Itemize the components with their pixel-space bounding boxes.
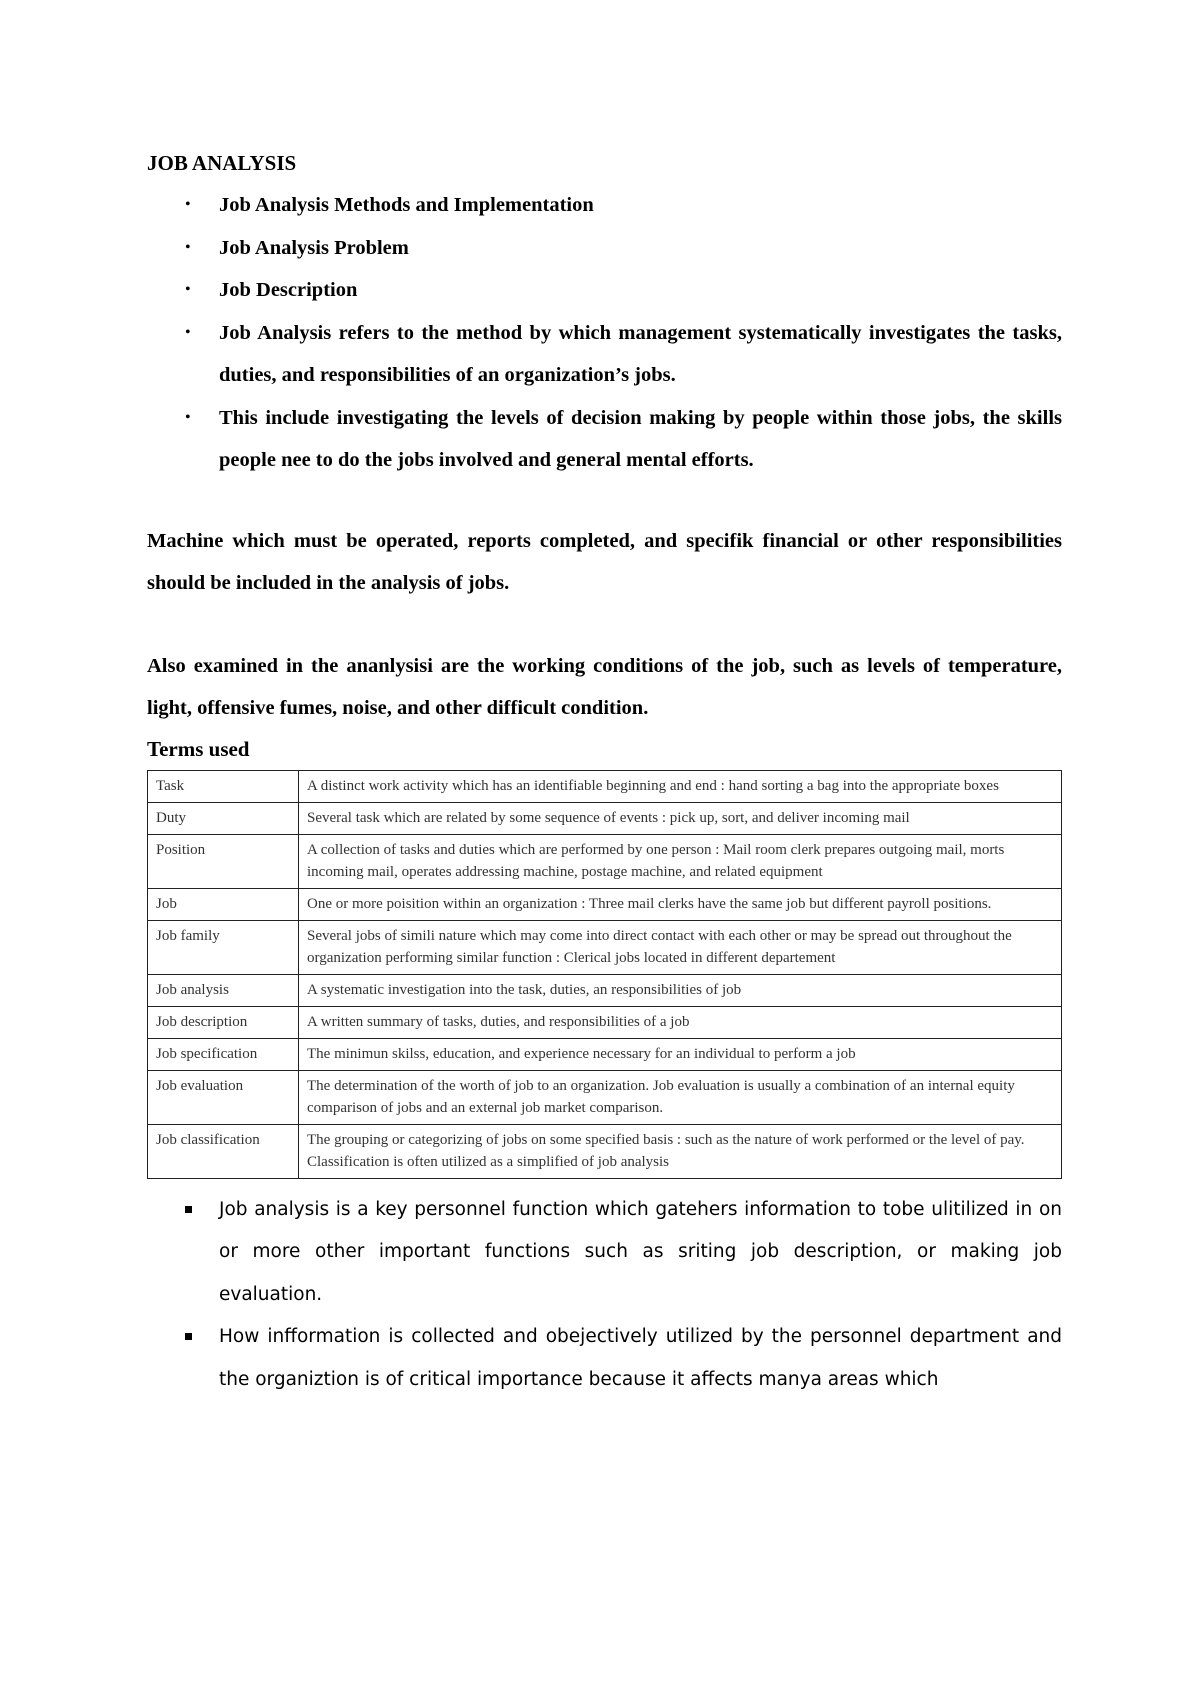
table-row bbox=[148, 974, 1062, 1006]
bullet-item: • Job Analysis refers to the method by which management systematically investigates the tasks, duties, and responsibilities of an organization’s jobs. bbox=[147, 312, 1062, 397]
terms-table bbox=[147, 770, 1062, 1179]
term-cell: Job analysis bbox=[148, 974, 299, 1006]
paragraph-machine: Machine which must be operated, reports completed, and specifik financial or other responsibilities should be included in the analysis of jobs. bbox=[147, 529, 1062, 594]
bullet-dot-icon: • bbox=[185, 238, 191, 256]
term-cell: Job family bbox=[148, 920, 299, 974]
definition-cell: The grouping or categorizing of jobs on some specified basis : such as the nature of work performed or the level of pay. Classification is often utilized as a simplified of job analysis bbox=[299, 1124, 1062, 1178]
table-row bbox=[148, 770, 1062, 802]
bullet-item: How infformation is collected and obejectively utilized by the personnel department and the organiztion is of critical importance because it affects manya areas which bbox=[147, 1316, 1062, 1401]
definition-cell: A written summary of tasks, duties, and responsibilities of a job bbox=[299, 1006, 1062, 1038]
term-cell: Task bbox=[148, 770, 299, 802]
term-cell: Position bbox=[148, 834, 299, 888]
definition-cell: The minimun skilss, education, and experience necessary for an individual to perform a job bbox=[299, 1038, 1062, 1070]
bullet-dot-icon: • bbox=[185, 408, 191, 426]
definition-cell: A systematic investigation into the task, duties, an responsibilities of job bbox=[299, 974, 1062, 1006]
bullet-dot-icon: • bbox=[185, 281, 191, 298]
table-row bbox=[148, 834, 1062, 888]
definition-cell: A collection of tasks and duties which are performed by one person : Mail room clerk prepares outgoing mail, morts incoming mail, operates addressing machine, postage machine, and related equipment bbox=[299, 834, 1062, 888]
term-cell: Job classification bbox=[148, 1124, 299, 1178]
table-row bbox=[148, 802, 1062, 834]
bullet-dot-icon: • bbox=[185, 323, 191, 341]
term-cell: Duty bbox=[148, 802, 299, 834]
definition-cell: A distinct work activity which has an identifiable beginning and end : hand sorting a bag into the appropriate boxes bbox=[299, 770, 1062, 802]
paragraph-working-conditions: Also examined in the ananlysisi are the working conditions of the job, such as levels of temperature, light, offensive fumes, noise, and other difficult condition. bbox=[147, 654, 1062, 719]
document-content bbox=[147, 142, 1062, 1401]
bullet-item: • Job Analysis Problem bbox=[147, 227, 1062, 270]
table-row bbox=[148, 1124, 1062, 1178]
term-cell: Job bbox=[148, 888, 299, 920]
bold-bullet-list bbox=[147, 184, 1062, 482]
term-cell: Job specification bbox=[148, 1038, 299, 1070]
page-title: JOB ANALYSIS bbox=[147, 151, 297, 175]
table-row bbox=[148, 888, 1062, 920]
definition-cell: Several jobs of simili nature which may come into direct contact with each other or may be spread out throughout the organization performing similar function : Clerical jobs located in different departement bbox=[299, 920, 1062, 974]
table-row bbox=[148, 920, 1062, 974]
definition-cell: The determination of the worth of job to an organization. Job evaluation is usually a combination of an internal equity comparison of jobs and an external job market comparison. bbox=[299, 1070, 1062, 1124]
bullet-dot-icon: • bbox=[185, 196, 191, 213]
definition-cell: Several task which are related by some sequence of events : pick up, sort, and deliver incoming mail bbox=[299, 802, 1062, 834]
table-row bbox=[148, 1070, 1062, 1124]
square-bullet-icon bbox=[185, 1333, 192, 1340]
table-row bbox=[148, 1038, 1062, 1070]
term-cell: Job description bbox=[148, 1006, 299, 1038]
bullet-item: • Job Description bbox=[147, 269, 1062, 312]
square-bullet-icon bbox=[185, 1206, 192, 1213]
definition-cell: One or more poisition within an organization : Three mail clerks have the same job but different payroll positions. bbox=[299, 888, 1062, 920]
term-cell: Job evaluation bbox=[148, 1070, 299, 1124]
bullet-item: • Job Analysis Methods and Implementation bbox=[147, 184, 1062, 227]
table-row bbox=[148, 1006, 1062, 1038]
bullet-item: • This include investigating the levels of decision making by people within those jobs, the skills people nee to do the jobs involved and general mental efforts. bbox=[147, 397, 1062, 482]
square-bullet-list bbox=[147, 1189, 1062, 1402]
bullet-item: Job analysis is a key personnel function which gatehers information to tobe ulitilized in on or more other important functions such as sriting job description, or making job evaluation. bbox=[147, 1189, 1062, 1317]
terms-heading: Terms used bbox=[147, 736, 250, 761]
